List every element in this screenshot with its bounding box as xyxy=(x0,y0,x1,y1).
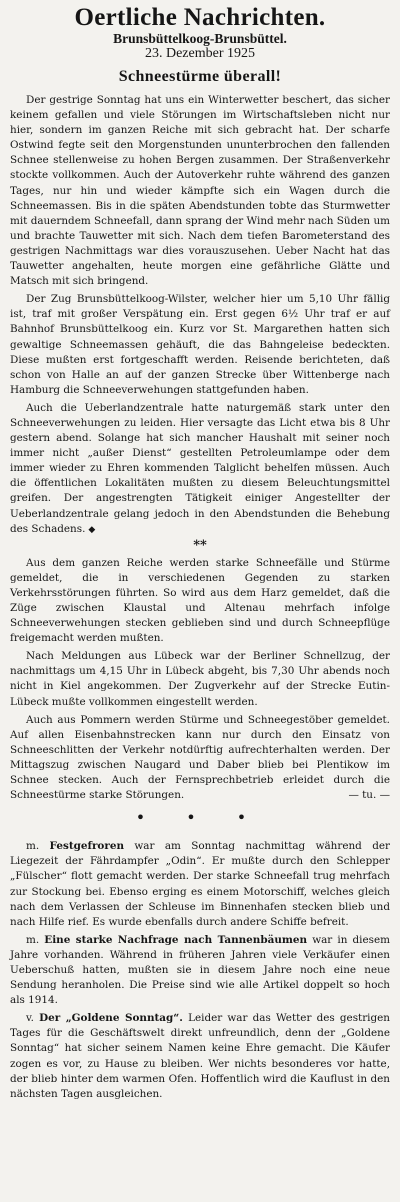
article-paragraph-text: Auch aus Pommern werden Stürme und Schneegestöber gemeldet. Auf allen Eisenbahnstrecken kann nur durch den Einsatz von Schneeschlitten der Verkehr notdürftig aufrechterhalten werden. Der Mittagszug zwischen Naugard und Daber blieb bei Plentikow im Schnee stecken. Auch der Fernsprechbetrieb erleidet durch die Schneestürme starke Störungen. xyxy=(10,713,390,802)
brief-kicker: Festgefroren xyxy=(49,840,125,853)
newspaper-page xyxy=(10,4,390,1102)
article-paragraph-text: Auch die Ueberlandzentrale hatte naturgemäß stark unter den Schneeverwehungen zu leiden. Hier versagte das Licht etwa bis 8 Uhr gestern abend. Solange hat sich mancher Haushalt mit seiner noch immer nicht „außer Dienst“ gestellten Petroleumlampe oder dem immer wieder zu Ehren kommenden Talglicht behelfen müssen. Auch die öffentlichen Lokalitäten mußten zu diesem Beleuchtungsmittel greifen. Der angestrengten Tätigkeit einiger Angestellter der Ueberlandzentrale gelang jedoch in den Abendstunden die Behebung des Schadens. xyxy=(10,401,390,535)
article-divider: • • • xyxy=(135,808,265,828)
end-mark-icon: ◆ xyxy=(88,524,96,535)
article-headline: Schneestürme überall! xyxy=(118,68,282,85)
article-paragraph: Der gestrige Sonntag hat uns ein Winterwetter beschert, das sicher keinem gefallen und viele Störungen im Wirtschaftsleben nicht nur hier, sondern im ganzen Reiche mit sich gebracht hat. Der scharfe Ostwind fegte seit den Morgenstunden ununterbrochen den fallenden Schnee stellenweise zu hohen Bergen zusammen. Der Straßenverkehr stockte vollkommen. Auch der Autoverkehr ruhte während des ganzen Tages, nur hin und wieder kämpfte sich ein Wagen durch die Schneemassen. Bis in die späten Abendstunden tobte das Sturmwetter mit dauerndem Schneefall, dann sprang der Wind mehr nach Süden um und brachte Tauwetter mit sich. Nach dem tiefen Barometerstand des gestrigen Nachmittags war dies vorauszusehen. Ueber Nacht hat das Tauwetter angehalten, heute morgen eine gefährliche Glätte und Matsch mit sich bringend. xyxy=(10,94,390,288)
article-paragraph xyxy=(10,713,390,804)
brief-prefix: v. xyxy=(26,1012,34,1025)
article-paragraph: Aus dem ganzen Reiche werden starke Schneefälle und Stürme gemeldet, die in verschiedenen Gegenden zu starken Verkehrsstörungen führten. So wird aus dem Harz gemeldet, daß die Züge zwischen Klaustal und Altenau mehrfach infolge Schneeverwehungen stecken geblieben sind und durch Schneepflüge freigemacht werden mußten. xyxy=(10,556,390,645)
article-paragraph xyxy=(10,401,390,538)
brief-text: war am Sonntag nachmittag während der Liegezeit der Fährdampfer „Odin“. Er mußte durch den Schlepper „Fülscher“ flott gemacht werden. Der starke Schneefall trug mehrfach zur Stockung bei. Ebenso erging es einem Motorschiff, welches gleich nach dem Verlassen der Schleuse im Binnenhafen stecken blieb und nach Hilfe rief. Es wurde ebenfalls durch andere Schiffe befreit. xyxy=(10,840,390,928)
author-signoff: — tu. — xyxy=(348,789,390,802)
brief-prefix: m. xyxy=(26,933,40,946)
brief-text: Leider war das Wetter des gestrigen Tages für die Geschäftswelt direkt unfreundlich, denn der „Goldene Sonntag“ hat sicher seinem Namen keine Ehre gemacht. Die Käufer zogen es vor, zu Hause zu bleiben. Wer nichts besonderes vor hatte, der blieb hinter dem warmen Ofen. Hoffentlich wird die Kauflust in den nächsten Tagen ausgleichen. xyxy=(10,1012,390,1100)
news-brief xyxy=(10,839,390,930)
section-subtitle: Brunsbüttelkoog-Brunsbüttel. xyxy=(113,31,287,46)
news-brief xyxy=(10,933,390,1008)
brief-prefix: m. xyxy=(26,840,40,853)
section-separator: ** xyxy=(193,537,207,553)
news-brief xyxy=(10,1011,390,1102)
brief-kicker: Eine starke Nachfrage nach Tannenbäumen xyxy=(44,933,308,946)
section-title: Oertliche Nachrichten. xyxy=(74,4,326,31)
article-paragraph: Der Zug Brunsbüttelkoog-Wilster, welcher hier um 5,10 Uhr fällig ist, traf mit großer Verspätung ein. Erst gegen 6½ Uhr traf er auf Bahnhof Brunsbüttelkoog ein. Kurz vor St. Margarethen hatten sich gewaltige Schneemassen gehäuft, die das Bahngeleise bedeckten. Diese mußten erst fortgeschafft werden. Reisende berichteten, daß schon von Halle an auf der ganzen Strecke über Wittenberge nach Hamburg die Schneeverwehungen stattgefunden haben. xyxy=(10,293,390,396)
brief-kicker: Der „Goldene Sonntag“. xyxy=(39,1012,183,1025)
brief-text: war in diesem Jahre vorhanden. Während in früheren Jahren viele Verkäufer einen Ueberschuß hatten, mußten sie in diesem Jahre noch eine neue Sendung heranholen. Die Preise sind wie alle Artikel doppelt so hoch als 1914. xyxy=(10,933,390,1007)
article-paragraph: Nach Meldungen aus Lübeck war der Berliner Schnellzug, der nachmittags um 4,15 Uhr in Lübeck abgeht, bis 7,30 Uhr abends noch nicht in Kiel angekommen. Der Zugverkehr auf der Strecke Eutin-Lübeck mußte vollkommen eingestellt werden. xyxy=(10,650,390,708)
issue-date: 23. Dezember 1925 xyxy=(144,46,256,61)
